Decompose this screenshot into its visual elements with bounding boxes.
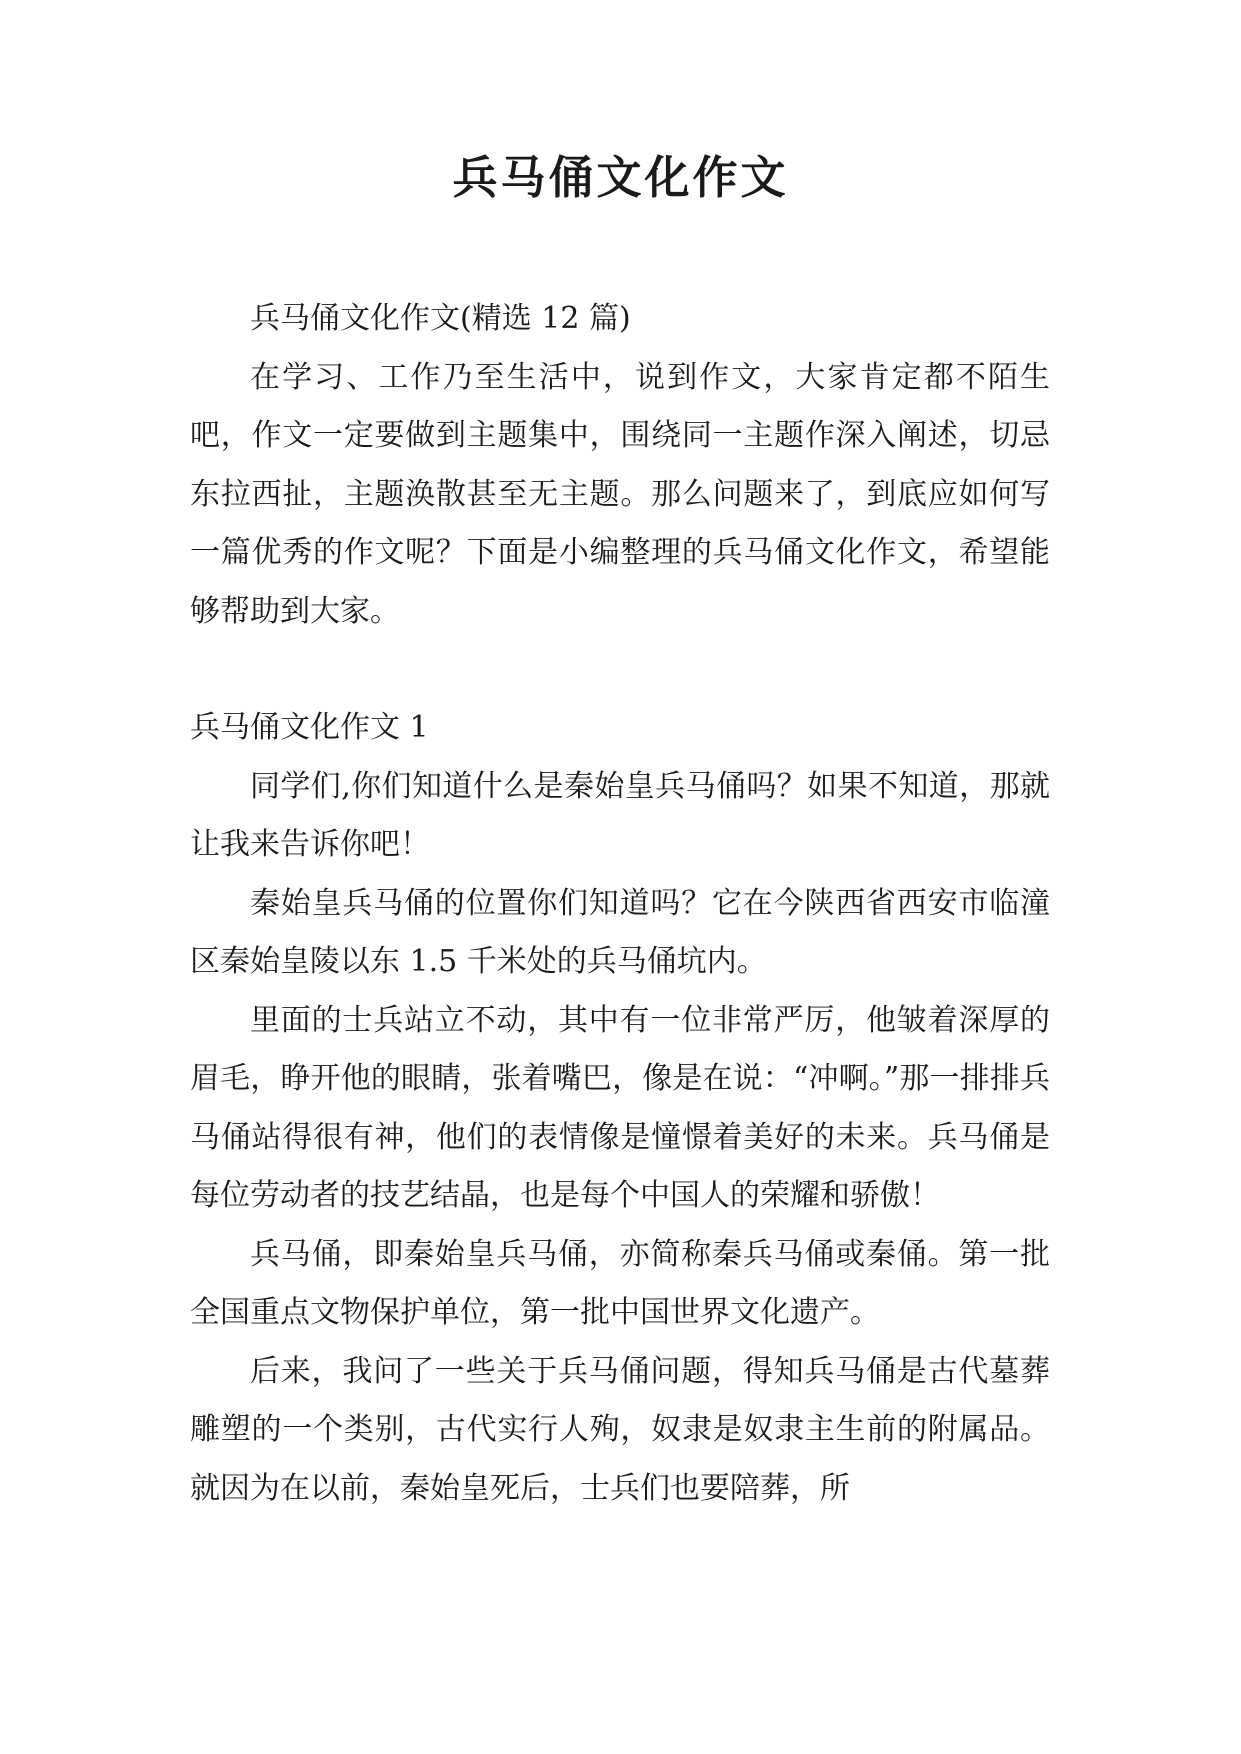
document-title: 兵马俑文化作文 [452, 151, 789, 204]
body-paragraph: 里面的士兵站立不动，其中有一位非常严厉，他皱着深厚的眉毛，睁开他的眼睛，张着嘴巴，像是在说：“冲啊。”那一排排兵马俑站得很有神，他们的表情像是憧憬着美好的未来。兵马俑是每位劳动者的技艺结晶，也是每个中国人的荣耀和骄傲！ [190, 1002, 1050, 1213]
section-heading: 兵马俑文化作文 1 [190, 710, 429, 745]
document-subtitle: 兵马俑文化作文(精选 12 篇) [250, 301, 631, 336]
body-paragraph: 后来，我问了一些关于兵马俑问题，得知兵马俑是古代墓葬雕塑的一个类别，古代实行人殉，奴隶是奴隶主生前的附属品。就因为在以前，秦始皇死后，士兵们也要陪葬，所 [190, 1353, 1050, 1506]
body-paragraph: 兵马俑，即秦始皇兵马俑，亦简称秦兵马俑或秦俑。第一批全国重点文物保护单位，第一批中国世界文化遗产。 [190, 1236, 1050, 1330]
intro-paragraph: 在学习、工作乃至生活中，说到作文，大家肯定都不陌生吧，作文一定要做到主题集中，围绕同一主题作深入阐述，切忌东拉西扯，主题涣散甚至无主题。那么问题来了，到底应如何写一篇优秀的作文呢？下面是小编整理的兵马俑文化作文，希望能够帮助到大家。 [190, 359, 1050, 629]
body-paragraph: 同学们,你们知道什么是秦始皇兵马俑吗？如果不知道，那就让我来告诉你吧！ [190, 768, 1050, 862]
section-spacer [190, 641, 1050, 699]
document-body [190, 290, 1050, 1518]
body-paragraph: 秦始皇兵马俑的位置你们知道吗？它在今陕西省西安市临潼区秦始皇陵以东 1.5 千米处的兵马俑坑内。 [190, 885, 1050, 979]
